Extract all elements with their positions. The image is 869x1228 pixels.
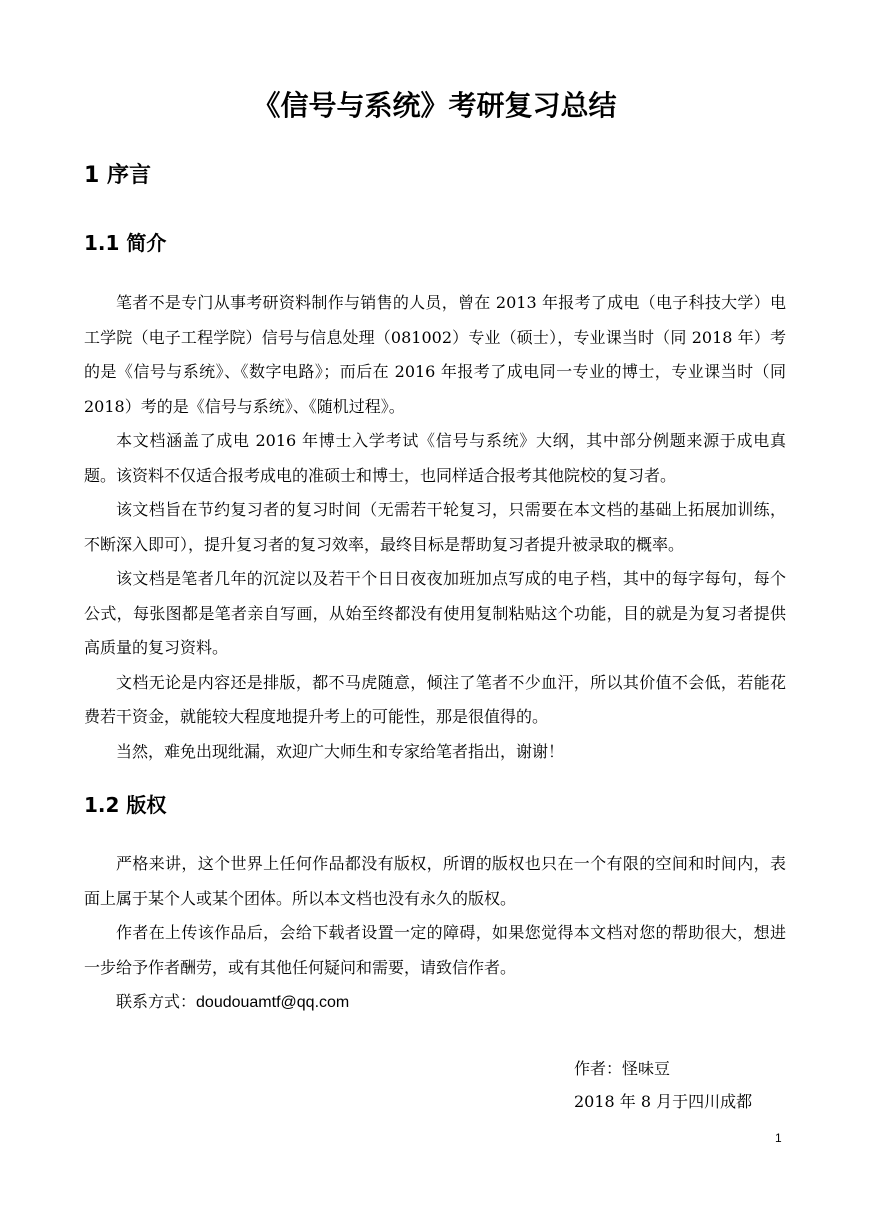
intro-paragraph: 该文档是笔者几年的沉淀以及若干个日日夜夜加班加点写成的电子档，其中的每字每句，每个公式，每张图都是笔者亲自写画，从始至终都没有使用复制粘贴这个功能，目的就是为复习者提供高质量的复习资料。	[84, 569, 786, 657]
author-name: 怪味豆	[622, 1059, 671, 1078]
intro-section-body	[84, 286, 786, 769]
copyright-paragraph: 作者在上传该作品后，会给下载者设置一定的障碍，如果您觉得本文档对您的帮助很大，想进一步给予作者酬劳，或有其他任何疑问和需要，请致信作者。	[84, 923, 786, 977]
section-heading-copyright: 1.2 版权	[84, 793, 167, 817]
section-heading-intro: 1.1 简介	[84, 231, 167, 255]
page-number: 1	[775, 1131, 782, 1145]
copyright-section-body	[84, 847, 786, 1021]
author-line	[574, 1052, 752, 1085]
author-label: 作者：	[574, 1059, 623, 1078]
copyright-paragraph: 严格来讲，这个世界上任何作品都没有版权，所谓的版权也只在一个有限的空间和时间内，表面上属于某个人或某个团体。所以本文档也没有永久的版权。	[84, 854, 786, 908]
signature-block	[574, 1052, 752, 1118]
intro-paragraph: 当然，难免出现纰漏，欢迎广大师生和专家给笔者指出，谢谢！	[116, 741, 565, 761]
document-title: 《信号与系统》考研复习总结	[252, 89, 617, 122]
contact-label: 联系方式：	[116, 992, 197, 1011]
intro-paragraph: 本文档涵盖了成电 2016 年博士入学考试《信号与系统》大纲，其中部分例题来源于成电真题。该资料不仅适合报考成电的准硕士和博士，也同样适合报考其他院校的复习者。	[84, 431, 786, 485]
date-place: 2018 年 8 月于四川成都	[574, 1092, 753, 1111]
intro-paragraph: 该文档旨在节约复习者的复习时间（无需若干轮复习，只需要在本文档的基础上拓展加训练，不断深入即可），提升复习者的复习效率，最终目标是帮助复习者提升被录取的概率。	[84, 500, 786, 554]
chapter-heading: 1 序言	[84, 163, 151, 188]
intro-paragraph: 文档无论是内容还是排版，都不马虎随意，倾注了笔者不少血汗，所以其价值不会低，若能花费若干资金，就能较大程度地提升考上的可能性，那是很值得的。	[84, 672, 786, 726]
intro-paragraph: 笔者不是专门从事考研资料制作与销售的人员，曾在 2013 年报考了成电（电子科技大学）电工学院（电子工程学院）信号与信息处理（081002）专业（硕士），专业课当时（同 2018 年）考的是《信号与系统》、《数字电路》；而后在 2016 年报考了成电同一专业的博士，专业课当时（同 2018）考的是《信号与系统》、《随机过程》。	[84, 293, 786, 416]
contact-line	[84, 985, 786, 1021]
contact-email: doudouamtf@qq.com	[196, 994, 350, 1011]
